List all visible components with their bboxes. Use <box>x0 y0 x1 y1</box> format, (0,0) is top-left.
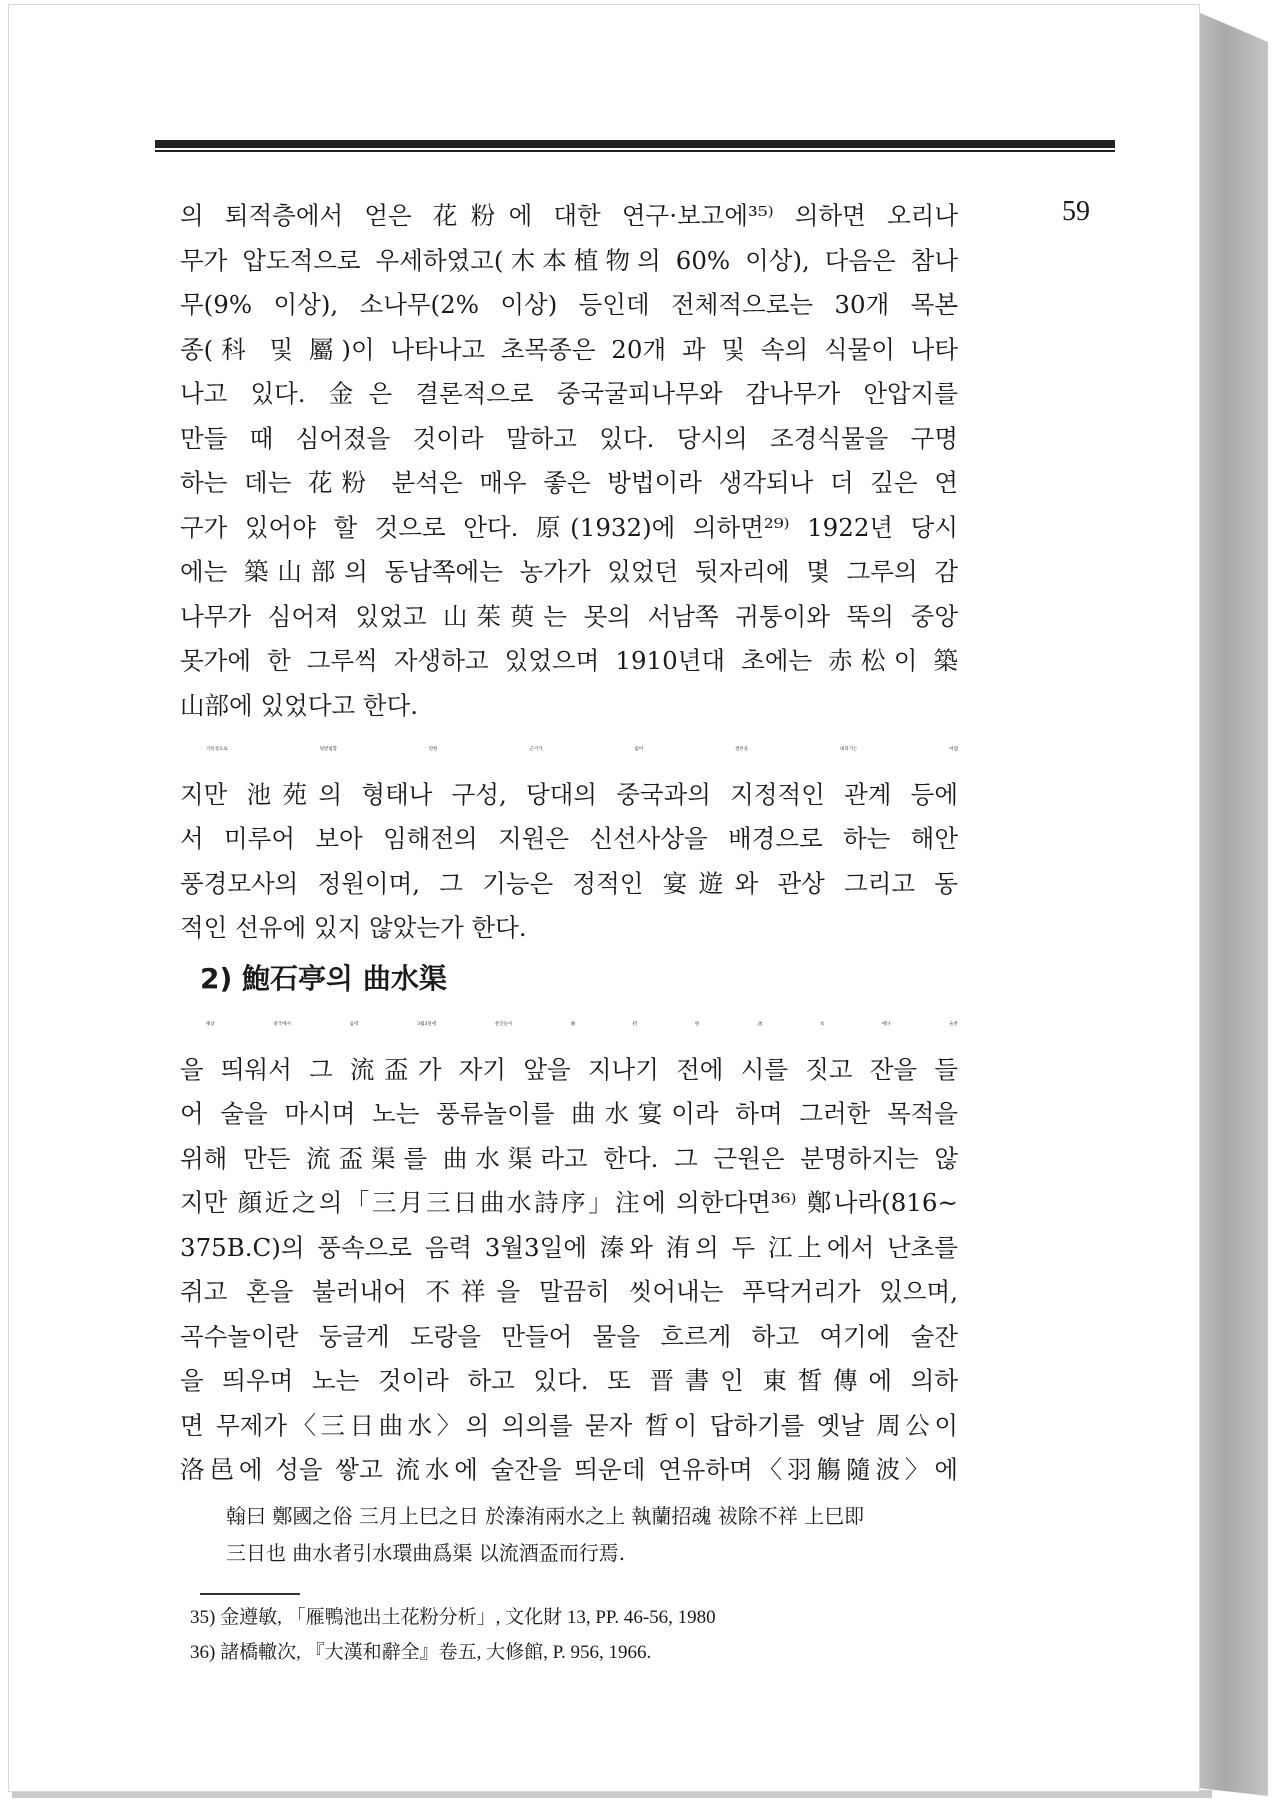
body-text-section-1 <box>180 194 958 951</box>
footnotes <box>190 1600 716 1670</box>
quote-line: 三日也 曲水者引水環曲爲渠 以流酒盃而行焉. <box>226 1541 626 1565</box>
text-line: 기록상으로 뒷받침할 만한 근거가 없어 결론을 내리기는 어렵 <box>206 747 958 752</box>
footnote-35: 35) 金遵敏, 「雁鴨池出土花粉分析」, 文化財 13, PP. 46-56, 1980 <box>190 1607 716 1628</box>
text-line: 위해 만든 流盃渠를 曲水渠라고 한다. 그 근원은 분명하지는 않 <box>180 1143 958 1173</box>
body-text-section-2 <box>180 1003 958 1493</box>
paragraph-1 <box>180 194 958 728</box>
text-line: 못가에 한 그루씩 자생하고 있었으며 1910년대 초에는 赤松이 築 <box>180 646 958 675</box>
text-line: 무(9% 이상), 소나무(2% 이상) 등인데 전체적으로는 30개 목본 <box>180 290 958 319</box>
text-line: 을 띄워서 그 流盃가 자기 앞을 지나기 전에 시를 짓고 잔을 들 <box>180 1054 958 1084</box>
text-line: 무가 압도적으로 우세하였고(木本植物의 60% 이상), 다음은 참나 <box>180 245 958 275</box>
text-line: 곡수놀이란 둥글게 도랑을 만들어 물을 흐르게 하고 여기에 술잔 <box>180 1321 958 1351</box>
text-line: 洛邑에 성을 쌓고 流水에 술잔을 띄운데 연유하며〈羽觴隨波〉에 <box>180 1455 958 1484</box>
paragraph-3 <box>180 1003 958 1493</box>
footnote-36: 36) 諸橋轍次, 『大漢和辭全』卷五, 大修館, P. 956, 1966. <box>190 1642 652 1663</box>
header-rule <box>155 140 1115 148</box>
text-line: 종(科 및 屬)이 나타나고 초목종은 20개 과 및 속의 식물이 나타 <box>180 334 958 364</box>
text-line: 옛날 중국에서 음력 3월3일에 문인들이 曲折한 流水에다 술잔 <box>206 1022 958 1027</box>
footnote-rule <box>200 1593 300 1595</box>
text-line: 지만 顔近之의「三月三日曲水詩序」注에 의한다면³⁶⁾ 鄭나라(816~ <box>180 1188 958 1217</box>
text-line: 나무가 심어져 있었고 山茱萸는 못의 서남쪽 귀퉁이와 뚝의 중앙 <box>180 601 958 631</box>
text-line: 만들 때 심어졌을 것이라 말하고 있다. 당시의 조경식물을 구명 <box>180 423 958 453</box>
text-line: 면 무제가〈三日曲水〉의 의의를 묻자 晳이 답하기를 옛날 周公이 <box>180 1410 958 1440</box>
text-line: 풍경모사의 정원이며, 그 기능은 정적인 宴遊와 관상 그리고 동 <box>180 868 958 898</box>
section-heading: 2) 鮑石亭의 曲水渠 <box>200 962 447 995</box>
text-line: 지만 池苑의 형태나 구성, 당대의 중국과의 지정적인 관계 등에 <box>180 779 958 809</box>
text-line: 어 술을 마시며 노는 풍류놀이를 曲水宴이라 하며 그러한 목적을 <box>180 1099 958 1128</box>
text-line: 나고 있다. 金은 결론적으로 중국굴피나무와 감나무가 안압지를 <box>180 379 958 408</box>
text-line: 의 퇴적층에서 얻은 花粉에 대한 연구·보고에³⁵⁾ 의하면 오리나 <box>180 201 958 230</box>
paragraph-2 <box>180 728 958 951</box>
text-line: 서 미루어 보아 임해전의 지원은 신선사상을 배경으로 하는 해안 <box>180 824 958 853</box>
text-line: 을 띄우며 노는 것이라 하고 있다. 또 晋書인 東皙傳에 의하 <box>180 1366 958 1395</box>
classical-quote <box>226 1498 966 1572</box>
text-line: 375B.C)의 풍속으로 음력 3월3일에 溱와 洧의 두 江上에서 난초를 <box>180 1232 958 1262</box>
quote-line: 翰曰 鄭國之俗 三月上巳之日 於溱洧兩水之上 執蘭招魂 祓除不祥 上巳即 <box>226 1504 865 1528</box>
page-number: 59 <box>1062 196 1090 227</box>
text-line: 에는 築山部의 동남쪽에는 농가가 있었던 뒷자리에 몇 그루의 감 <box>180 557 958 586</box>
text-line: 적인 선유에 있지 않았는가 한다. <box>180 913 527 942</box>
text-line: 구가 있어야 할 것으로 안다. 原(1932)에 의하면²⁹⁾ 1922년 당시 <box>180 512 958 542</box>
text-line: 쥐고 혼을 불러내어 不祥을 말끔히 씻어내는 푸닥거리가 있으며, <box>180 1277 958 1306</box>
page-edge-shadow <box>1198 12 1268 1796</box>
text-line: 하는 데는 花粉 분석은 매우 좋은 방법이라 생각되나 더 깊은 연 <box>180 468 958 497</box>
text-line: 山部에 있었다고 한다. <box>180 690 419 720</box>
